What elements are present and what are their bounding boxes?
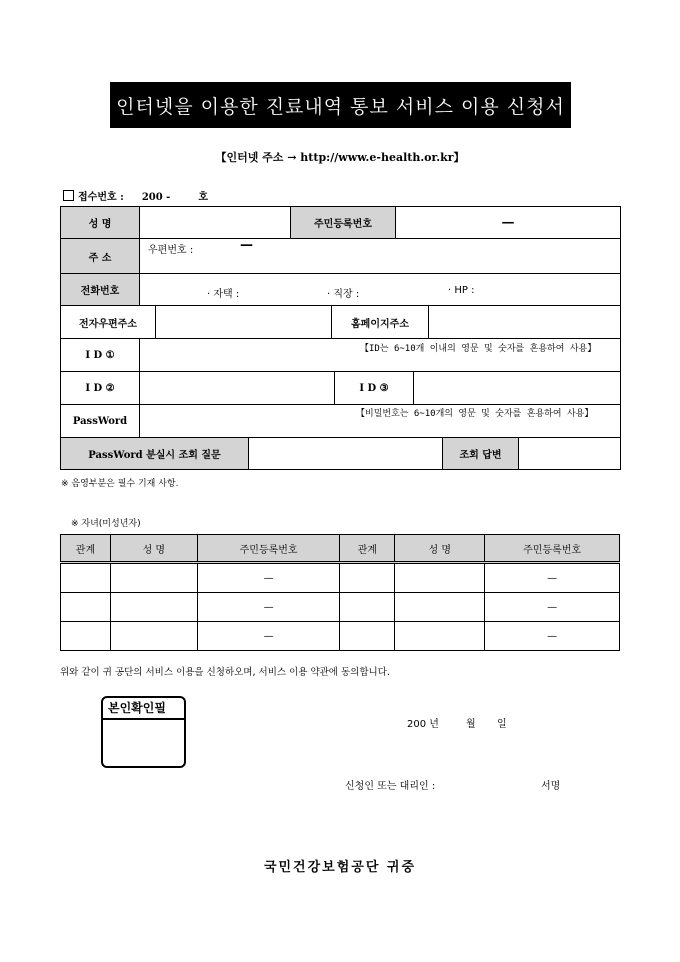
receipt-suffix: 호 bbox=[198, 192, 209, 203]
relation-cell[interactable] bbox=[340, 622, 395, 651]
identity-confirmed-label: 본인확인필 bbox=[108, 701, 166, 715]
table-header-row bbox=[61, 535, 620, 563]
header-name: 성 명 bbox=[395, 535, 485, 563]
homepage-field[interactable] bbox=[428, 305, 621, 339]
postal-dash: — bbox=[240, 238, 253, 253]
relation-cell[interactable] bbox=[340, 593, 395, 622]
receipt-label: 접수번호 : bbox=[78, 192, 124, 203]
table-row bbox=[61, 622, 620, 651]
date-day: 일 bbox=[497, 719, 507, 730]
checkbox-icon bbox=[63, 190, 74, 201]
header-rrn: 주민등록번호 bbox=[197, 535, 340, 563]
rrn-field[interactable] bbox=[395, 206, 621, 239]
phone-work-label: · 직장 : bbox=[327, 289, 360, 300]
date-month: 월 bbox=[466, 719, 476, 730]
name-cell[interactable] bbox=[395, 563, 485, 593]
relation-cell[interactable] bbox=[61, 593, 111, 622]
relation-cell[interactable] bbox=[61, 563, 111, 593]
rrn-cell[interactable]: — bbox=[197, 622, 340, 651]
email-label: 전자우편주소 bbox=[60, 305, 156, 339]
applicant-label: 신청인 또는 대리인 : bbox=[345, 781, 436, 792]
address-label: 주 소 bbox=[60, 238, 140, 274]
stamp-divider bbox=[103, 718, 185, 720]
rrn-label: 주민등록번호 bbox=[290, 206, 396, 239]
header-rrn: 주민등록번호 bbox=[485, 535, 620, 563]
rrn-cell[interactable]: — bbox=[197, 563, 340, 593]
rrn-dash: — bbox=[501, 215, 515, 230]
id3-label: I D ③ bbox=[334, 371, 414, 405]
relation-cell[interactable] bbox=[340, 563, 395, 593]
header-relation: 관계 bbox=[340, 535, 395, 563]
name-field[interactable] bbox=[139, 206, 291, 239]
id2-label: I D ② bbox=[60, 371, 140, 405]
relation-cell[interactable] bbox=[61, 622, 111, 651]
address-field[interactable] bbox=[139, 238, 621, 274]
password-rule-note: 【비밀번호는 6~10개의 영문 및 숫자를 혼용하여 사용】 bbox=[356, 409, 594, 419]
rrn-cell[interactable]: — bbox=[485, 563, 620, 593]
name-cell[interactable] bbox=[395, 593, 485, 622]
recipient-footer: 국민건강보험공단 귀중 bbox=[263, 860, 417, 875]
lost-question-label: PassWord 분실시 조회 질문 bbox=[60, 437, 249, 470]
answer-field[interactable] bbox=[518, 437, 621, 470]
signature-label: 서명 bbox=[541, 781, 561, 792]
required-note: ※ 음영부분은 필수 기재 사항. bbox=[61, 479, 179, 489]
rrn-cell[interactable]: — bbox=[485, 593, 620, 622]
date-year: 200 년 bbox=[407, 719, 439, 730]
phone-label: 전화번호 bbox=[60, 273, 140, 306]
id-rule-note: 【ID는 6~10개 이내의 영문 및 숫자를 혼용하여 사용】 bbox=[360, 344, 597, 354]
name-cell[interactable] bbox=[395, 622, 485, 651]
agreement-statement: 위와 같이 귀 공단의 서비스 이용을 신청하오며, 서비스 이용 약관에 동의합니다. bbox=[60, 667, 390, 678]
name-cell[interactable] bbox=[110, 622, 197, 651]
table-row bbox=[61, 593, 620, 622]
children-table bbox=[60, 534, 620, 651]
form-title: 인터넷을 이용한 진료내역 통보 서비스 이용 신청서 bbox=[110, 82, 571, 128]
phone-hp-label: · HP : bbox=[448, 285, 475, 296]
answer-label: 조회 답변 bbox=[442, 437, 519, 470]
id3-field[interactable] bbox=[413, 371, 621, 405]
email-field[interactable] bbox=[155, 305, 332, 339]
name-label: 성 명 bbox=[60, 206, 140, 239]
postal-code-label: 우편번호 : bbox=[148, 245, 194, 256]
phone-home-label: · 자택 : bbox=[207, 289, 240, 300]
header-relation: 관계 bbox=[61, 535, 111, 563]
header-name: 성 명 bbox=[110, 535, 197, 563]
website-url: 【인터넷 주소 → http://www.e-health.or.kr】 bbox=[215, 151, 465, 164]
rrn-cell[interactable]: — bbox=[485, 622, 620, 651]
guardian-heading: ※ 자녀(미성년자) bbox=[71, 519, 141, 529]
id1-label: I D ① bbox=[60, 338, 140, 372]
table-row bbox=[61, 563, 620, 593]
homepage-label: 홈페이지주소 bbox=[331, 305, 429, 339]
lost-question-field[interactable] bbox=[248, 437, 443, 470]
name-cell[interactable] bbox=[110, 593, 197, 622]
receipt-number-row bbox=[63, 188, 208, 203]
rrn-cell[interactable]: — bbox=[197, 593, 340, 622]
name-cell[interactable] bbox=[110, 563, 197, 593]
receipt-number: 200 - bbox=[141, 192, 171, 203]
id2-field[interactable] bbox=[139, 371, 335, 405]
password-label: PassWord bbox=[60, 404, 140, 438]
